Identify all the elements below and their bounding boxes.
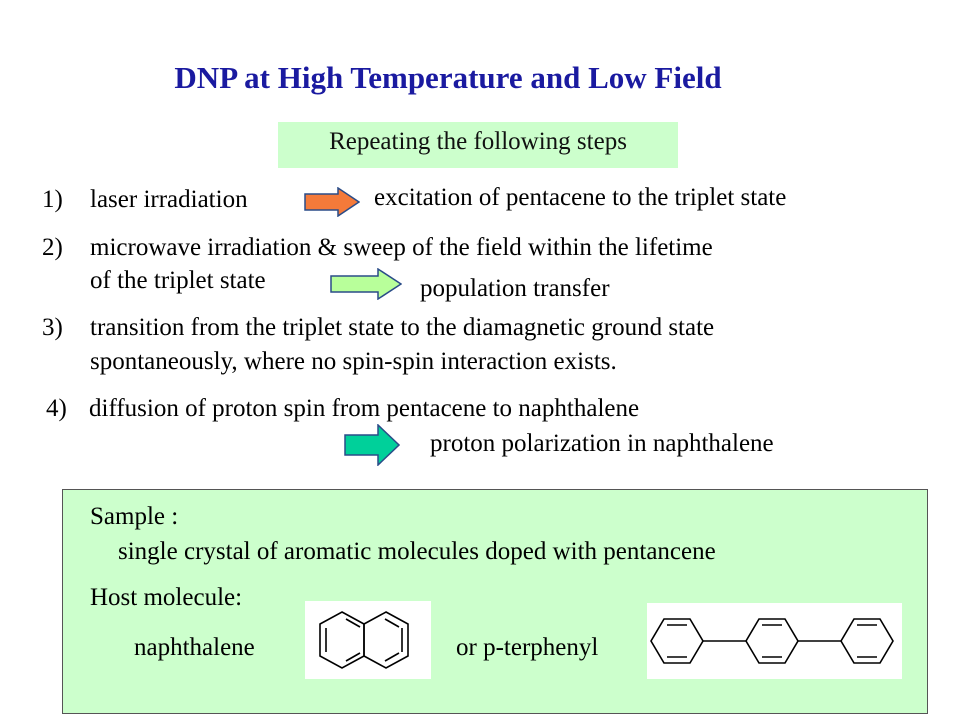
p-terphenyl-structure-icon	[647, 603, 902, 679]
step-2-number: 2)	[42, 234, 63, 261]
right-arrow-icon	[344, 424, 400, 466]
slide-title: DNP at High Temperature and Low Field	[174, 60, 722, 95]
naphthalene-structure-icon	[305, 601, 431, 679]
sample-description: single crystal of aromatic molecules doped with pentancene	[118, 538, 716, 565]
step-2-text-line2: of the triplet state	[90, 267, 266, 294]
step-1-result: excitation of pentacene to the triplet state	[374, 184, 787, 211]
step-1-number: 1)	[42, 186, 63, 213]
host-molecule-label: Host molecule:	[90, 584, 243, 611]
step-4-number: 4)	[46, 395, 67, 422]
slide-subtitle: Repeating the following steps	[329, 128, 627, 155]
step-2-result: population transfer	[420, 275, 610, 302]
step-3-text-line1: transition from the triplet state to the diamagnetic ground state	[90, 314, 715, 341]
step-3-text-line2: spontaneously, where no spin-spin interaction exists.	[90, 348, 617, 375]
step-2-text-line1: microwave irradiation & sweep of the field within the lifetime	[90, 234, 713, 261]
right-arrow-icon	[304, 187, 360, 217]
host-terphenyl-label: or p-terphenyl	[456, 634, 599, 661]
step-1-text: laser irradiation	[90, 186, 248, 213]
sample-label: Sample :	[90, 503, 179, 530]
host-naphthalene-label: naphthalene	[134, 634, 255, 661]
right-arrow-icon	[330, 268, 402, 300]
step-4-text: diffusion of proton spin from pentacene to naphthalene	[89, 395, 640, 422]
step-3-number: 3)	[42, 314, 63, 341]
step-4-result: proton polarization in naphthalene	[430, 430, 774, 457]
